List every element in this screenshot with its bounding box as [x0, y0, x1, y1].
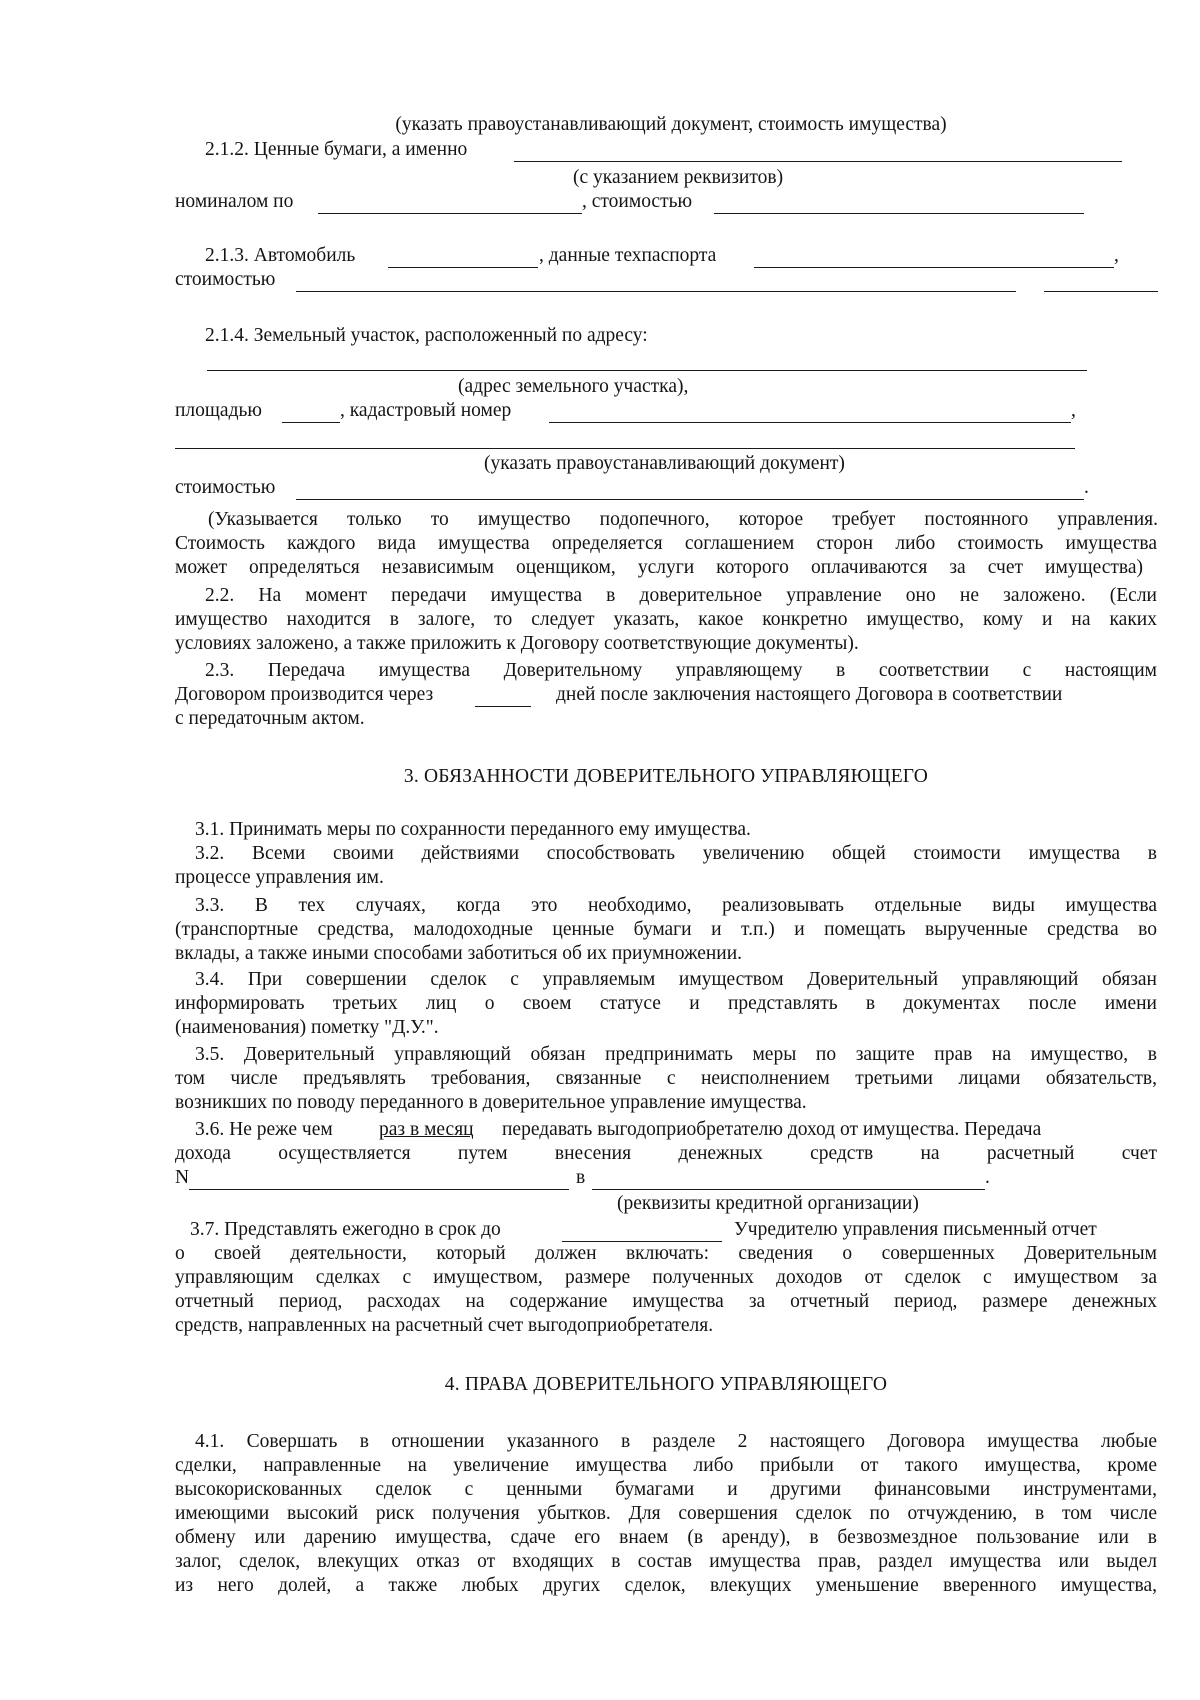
clause-2-1-4-label: 2.1.4. Земельный участок, расположенный по адресу:: [205, 325, 648, 346]
area-blank: [282, 422, 340, 423]
clause-3-6-n: N: [175, 1167, 190, 1188]
land-document-blank: [175, 448, 1075, 449]
clause-3-4-line-1: 3.4. При совершении сделок с управляемым имуществом Доверительный управляющий обязан: [195, 969, 1157, 990]
car-cost-blank-2: [1044, 291, 1158, 292]
cadastral-label: , кадастровый номер: [340, 400, 512, 421]
land-cost-blank: [296, 499, 1084, 500]
clause-3-7-line-4: отчетный период, расходах на содержание имущества за отчетный период, размере денежных: [175, 1291, 1157, 1312]
clause-2-2-line-3: условиях заложено, а также приложить к Договору соответствующие документы).: [175, 633, 859, 654]
clause-3-7-line-3: управляющим сделках с имуществом, размере полученных доходов от сделок с имуществом за: [175, 1267, 1157, 1288]
cost-label-1: , стоимостью: [582, 191, 693, 212]
clause-2-3-line-2b: дней после заключения настоящего Договора в соответствии: [556, 684, 1063, 705]
clause-3-5-line-2: том числе предъявлять требования, связанные с неисполнением третьими лицами обязательств,: [175, 1068, 1157, 1089]
caption-property-document: (указать правоустанавливающий документ, стоимость имущества): [395, 114, 947, 135]
nominal-label: номиналом по: [175, 191, 294, 212]
caption-requisites: (с указанием реквизитов): [573, 167, 784, 188]
clause-2-2-line-1: 2.2. На момент передачи имущества в доверительное управление оно не заложено. (Если: [205, 585, 1157, 606]
clause-3-7-line-1a: 3.7. Представлять ежегодно в срок до: [190, 1219, 501, 1240]
comma-1: ,: [1114, 245, 1119, 266]
clause-3-3-line-2: (транспортные средства, малодоходные ценные бумаги и т.п.) и помещать вырученные средства во: [175, 919, 1157, 940]
clause-3-2-line-1: 3.2. Всеми своими действиями способствовать увеличению общей стоимости имущества в: [195, 843, 1157, 864]
passport-blank: [754, 267, 1114, 268]
clause-3-6-line-1a: 3.6. Не реже чем: [195, 1119, 333, 1140]
clause-2-3-line-3: с передаточным актом.: [175, 708, 365, 729]
area-label: площадью: [175, 400, 262, 421]
car-blank: [388, 267, 538, 268]
section-3-heading: 3. ОБЯЗАННОСТИ ДОВЕРИТЕЛЬНОГО УПРАВЛЯЮЩЕГО: [403, 766, 929, 787]
section-4-heading: 4. ПРАВА ДОВЕРИТЕЛЬНОГО УПРАВЛЯЮЩЕГО: [444, 1374, 888, 1395]
clause-3-3-line-3: вклады, а также иными способами заботиться об их приумножении.: [175, 943, 743, 964]
clause-4-1-line-1: 4.1. Совершать в отношении указанного в разделе 2 настоящего Договора имущества любые: [195, 1431, 1157, 1452]
dot-2: .: [985, 1167, 990, 1188]
securities-cost-blank: [714, 213, 1084, 214]
clause-2-3-line-2a: Договором производится через: [175, 684, 434, 705]
cadastral-blank: [549, 422, 1071, 423]
note-line-3: может определяться независимым оценщиком, услуги которого оплачиваются за счет имущества): [175, 557, 1143, 578]
clause-3-3-line-1: 3.3. В тех случаях, когда это необходимо, реализовывать отдельные виды имущества: [195, 895, 1157, 916]
clause-3-5-line-3: возникших по поводу переданного в доверительное управление имущества.: [175, 1092, 807, 1113]
clause-3-2-line-2: процессе управления им.: [175, 867, 384, 888]
clause-3-7-line-2: о своей деятельности, который должен включать: сведения о совершенных Доверительным: [175, 1243, 1157, 1264]
caption-address: (адрес земельного участка),: [458, 376, 689, 397]
clause-3-5-line-1: 3.5. Доверительный управляющий обязан предпринимать меры по защите прав на имущество, в: [195, 1044, 1157, 1065]
days-blank: [475, 706, 531, 707]
caption-land-document: (указать правоустанавливающий документ): [484, 453, 845, 474]
cost-label-2: стоимостью: [175, 269, 276, 290]
clause-3-6-line-1b: передавать выгодоприобретателю доход от имущества. Передача: [502, 1119, 1042, 1140]
clause-4-1-line-4: имеющими высокий риск получения убытков. Для совершения сделок по отчуждению, в том числе: [175, 1503, 1157, 1524]
clause-3-1: 3.1. Принимать меры по сохранности переданного ему имущества.: [195, 819, 751, 840]
note-line-1: (Указывается только то имущество подопечного, которое требует постоянного управления.: [208, 509, 1158, 530]
clause-3-7-line-5: средств, направленных на расчетный счет выгодоприобретателя.: [175, 1315, 714, 1336]
cost-label-3: стоимостью: [175, 477, 276, 498]
clause-2-2-line-2: имущество находится в залоге, то следует указать, какое конкретно имущество, кому и на каких: [175, 609, 1157, 630]
clause-4-1-line-7: из него долей, а также любых других сделок, влекущих уменьшение вверенного имущества,: [175, 1575, 1157, 1596]
caption-bank: (реквизиты кредитной организации): [617, 1193, 919, 1214]
note-line-2: Стоимость каждого вида имущества определяется соглашением сторон либо стоимость имущества: [175, 533, 1157, 554]
address-blank: [207, 370, 1087, 371]
car-cost-blank: [296, 291, 1016, 292]
clause-2-1-3-label: 2.1.3. Автомобиль: [205, 245, 356, 266]
clause-2-3-line-1: 2.3. Передача имущества Доверительному управляющему в соответствии с настоящим: [205, 660, 1157, 681]
clause-3-6-line-2: дохода осуществляется путем внесения денежных средств на расчетный счет: [175, 1143, 1157, 1164]
clause-3-4-line-3: (наименования) пометку "Д.У.".: [175, 1017, 439, 1038]
bank-blank: [592, 1189, 985, 1190]
comma-2: ,: [1071, 400, 1076, 421]
passport-label: , данные техпаспорта: [539, 245, 717, 266]
account-number-blank: [189, 1189, 569, 1190]
clause-3-6-in: в: [576, 1167, 586, 1188]
clause-3-7-line-1b: Учредителю управления письменный отчет: [734, 1219, 1097, 1240]
clause-4-1-line-6: залог, сделок, влекущих отказ от входящих в состав имущества прав, раздел имущества или выдел: [175, 1551, 1157, 1572]
securities-blank: [514, 161, 1122, 162]
clause-3-4-line-2: информировать третьих лиц о своем статусе и представлять в документах после имени: [175, 993, 1157, 1014]
nominal-blank: [318, 213, 582, 214]
clause-4-1-line-2: сделки, направленные на увеличение имущества либо прибыли от такого имущества, кроме: [175, 1455, 1157, 1476]
clause-3-6-monthly: раз в месяц: [379, 1119, 474, 1140]
clause-4-1-line-3: высокорискованных сделок с ценными бумагами и другими финансовыми инструментами,: [175, 1479, 1157, 1500]
clause-2-1-2-label: 2.1.2. Ценные бумаги, а именно: [205, 139, 468, 160]
dot-1: .: [1084, 477, 1089, 498]
clause-4-1-line-5: обмену или дарению имущества, сдаче его внаем (в аренду), в безвозмездное пользование или в: [175, 1527, 1157, 1548]
